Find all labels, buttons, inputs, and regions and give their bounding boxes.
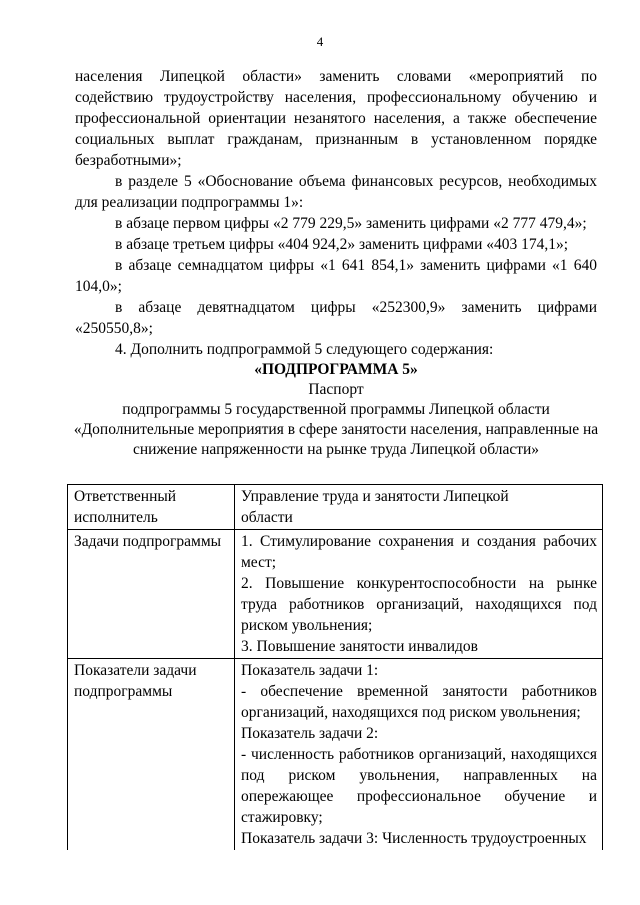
row-value-cell <box>235 659 603 851</box>
paragraph-abzac-17: в абзаце семнадцатом цифры «1 641 854,1» заменить цифрами «1 640 104,0»; <box>75 257 597 295</box>
table-row <box>68 485 603 530</box>
row-value-line: 3. Повышение занятости инвалидов <box>241 638 478 655</box>
row-value-cell <box>235 485 603 530</box>
row-label-line: исполнитель <box>74 509 158 526</box>
row-label-line: Показатели задачи <box>74 662 197 679</box>
row-value-line: области <box>241 509 293 526</box>
row-value-line: - численность работников организаций, находящихся под риском увольнения, направленных на опережающее профессиональное обучение и стажировку; <box>241 746 597 826</box>
row-label-line: подпрограммы <box>74 683 173 700</box>
row-value-line: 1. Стимулирование сохранения и создания рабочих мест; <box>241 533 597 571</box>
paragraph-abzac-1: в абзаце первом цифры «2 779 229,5» заменить цифрами «2 777 479,4»; <box>115 215 587 232</box>
row-value-line: Управление труда и занятости Липецкой <box>241 488 509 505</box>
row-value-line: Показатель задачи 3: Численность трудоустроенных <box>241 830 587 847</box>
body-text <box>75 66 597 360</box>
row-value-line: Показатель задачи 1: <box>241 662 379 679</box>
table-row <box>68 659 603 851</box>
row-value-line: - обеспечение временной занятости работников организаций, находящихся под риском увольнения; <box>241 683 597 721</box>
paragraph-abzac-3: в абзаце третьем цифры «404 924,2» заменить цифрами «403 174,1»; <box>115 236 569 253</box>
passport-heading-line2: «Дополнительные мероприятия в сфере занятости населения, направленные на <box>73 421 599 438</box>
row-label-cell <box>68 530 235 659</box>
row-value-line: Показатель задачи 2: <box>241 725 379 742</box>
paragraph-add-subprogram: 4. Дополнить подпрограммой 5 следующего содержания: <box>115 341 494 358</box>
passport-heading-line3: снижение напряженности на рынке труда Липецкой области» <box>132 441 540 458</box>
page-number: 4 <box>316 34 324 49</box>
row-label-line: Ответственный <box>74 488 177 505</box>
passport-table <box>67 484 603 850</box>
row-label-line: Задачи подпрограммы <box>74 533 222 550</box>
row-label-cell <box>68 659 235 851</box>
passport-subtitle: Паспорт <box>308 381 364 398</box>
paragraph-abzac-19: в абзаце девятнадцатом цифры «252300,9» заменить цифрами «250550,8»; <box>75 299 597 337</box>
table-row <box>68 530 603 659</box>
subprogram-title: «ПОДПРОГРАММА 5» <box>254 361 418 378</box>
passport-heading-line1: подпрограммы 5 государственной программы Липецкой области <box>122 401 550 418</box>
row-value-line: 2. Повышение конкурентоспособности на рынке труда работников организаций, находящихся под риском увольнения; <box>241 575 597 634</box>
row-value-cell <box>235 530 603 659</box>
passport-heading <box>60 360 612 460</box>
paragraph-continuation: населения Липецкой области» заменить словами «мероприятий по содействию трудоустройству населения, профессиональному обучению и профессиональной ориентации незанятого населения, а также обеспечение социальных выплат гражданам, признанным в установленном порядке безработными»; <box>75 68 597 169</box>
row-label-cell <box>68 485 235 530</box>
paragraph-section5: в разделе 5 «Обоснование объема финансовых ресурсов, необходимых для реализации подпрограммы 1»: <box>75 173 597 211</box>
